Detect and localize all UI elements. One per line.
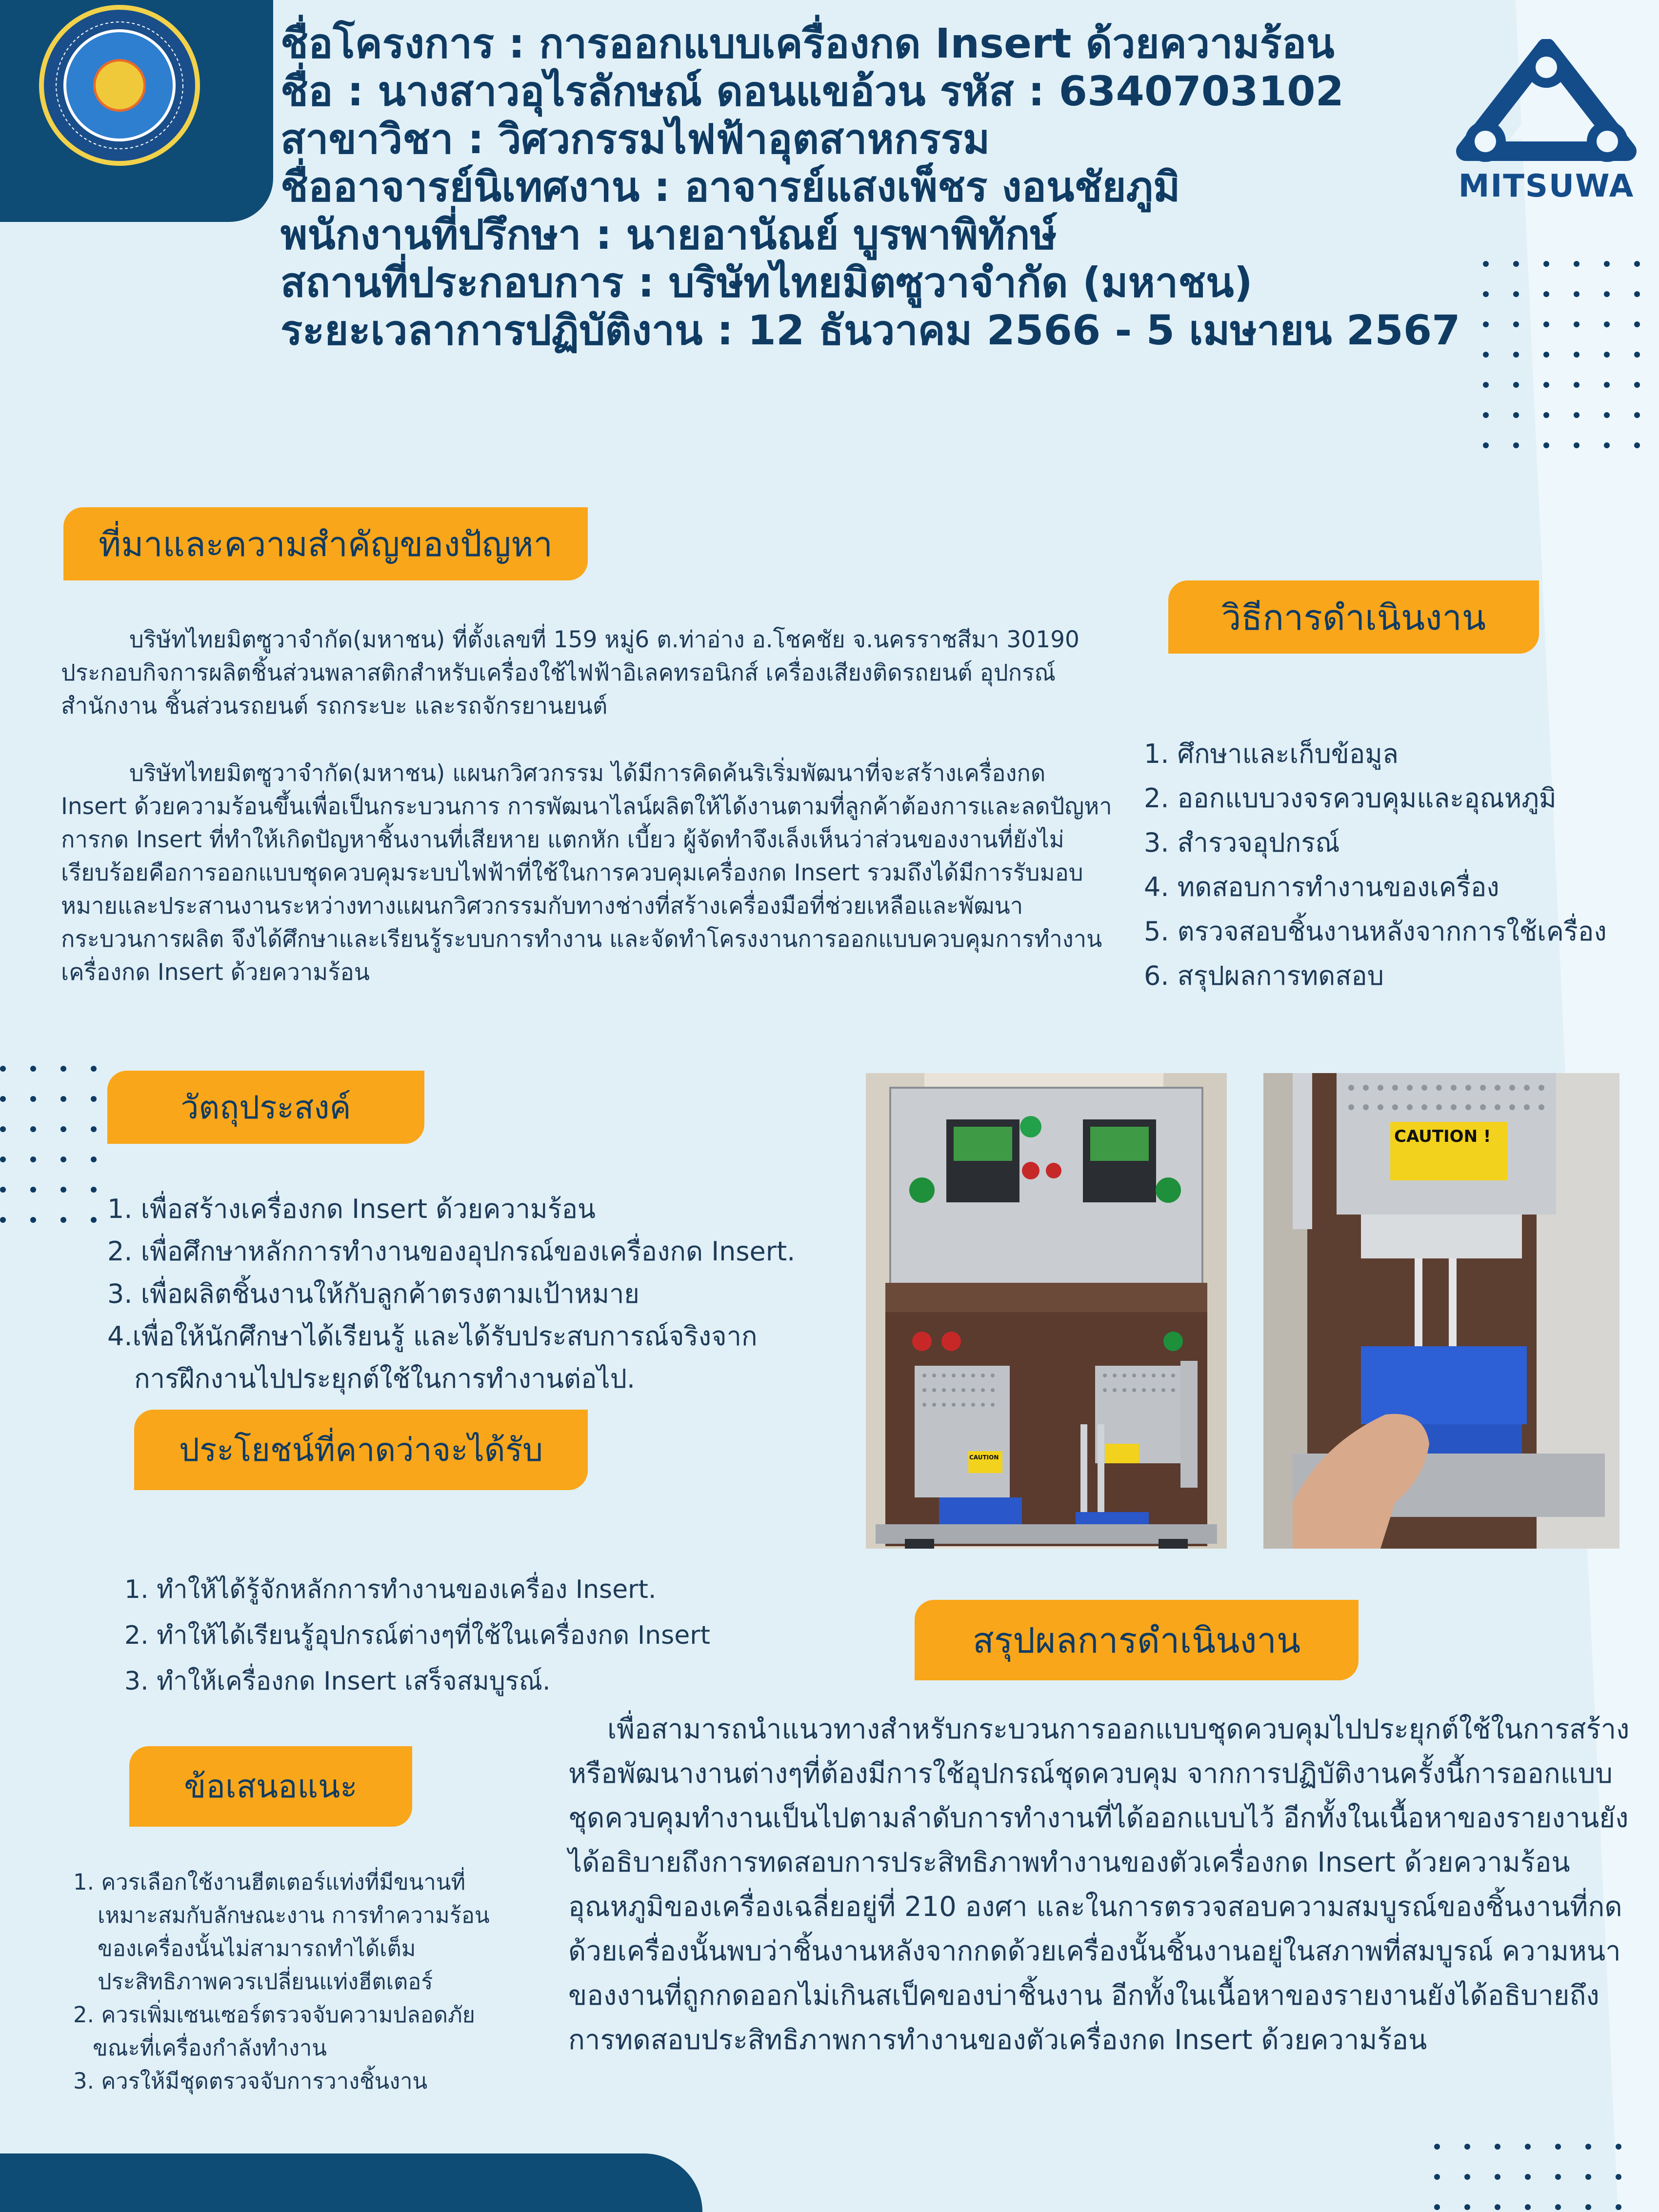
decor-dot [91,1156,97,1162]
benefits-item: 1. ทำให้ได้รู้จักหลักการทำงานของเครื่อง Insert. [124,1575,657,1604]
decor-dot [30,1126,36,1132]
decor-dot [1464,2144,1470,2150]
decor-dot [1634,442,1640,448]
decor-dot [1464,2174,1470,2180]
decor-dot [0,1187,6,1193]
mitsuwa-logo [1451,39,1641,205]
decor-dot [60,1217,66,1223]
methods-item: 5. ตรวจสอบชิ้นงานหลังจากการใช้เครื่อง [1144,916,1607,947]
suggestions-item: 3. ควรให้มีชุดตรวจจับการวางชิ้นงาน [73,2068,428,2094]
methods-item: 6. สรุปผลการทดสอบ [1144,960,1384,991]
objectives-list [107,1188,863,1400]
decor-dot [1543,321,1549,327]
decor-dot [60,1066,66,1072]
objectives-item: 3. เพื่อผลิตชิ้นงานให้กับลูกค้าตรงตามเป้าหมาย [107,1278,640,1309]
decor-dot [1464,2204,1470,2210]
decor-dot [0,1217,6,1223]
decor-dot [91,1126,97,1132]
decor-dot [1555,2204,1561,2210]
decor-dot [1604,382,1610,388]
suggestions-item: เหมาะสมกับลักษณะงาน การทำความร้อน [98,1902,490,1928]
methods-item: 4. ทดสอบการทำงานของเครื่อง [1144,872,1499,902]
dot-grid-decoration-left [0,1066,98,1261]
decor-dot [1513,291,1519,297]
decor-dot [1604,352,1610,358]
benefits-heading: ประโยชน์ที่คาดว่าจะได้รับ [134,1410,588,1490]
decor-dot [1483,352,1489,358]
decor-dot [1574,382,1579,388]
decor-dot [1513,261,1519,267]
decor-dot [60,1096,66,1102]
benefits-item: 2. ทำให้ได้เรียนรู้อุปกรณ์ต่างๆที่ใช้ในเครื่องกด Insert [124,1621,710,1650]
decor-dot [1616,2204,1621,2210]
decor-dot [30,1066,36,1072]
objectives-item: 2. เพื่อศึกษาหลักการทำงานของอุปกรณ์ของเครื่องกด Insert. [107,1236,796,1267]
decor-dot [1634,261,1640,267]
decor-dot [1634,321,1640,327]
decor-dot [1483,291,1489,297]
seal-core-emblem-icon [93,59,146,112]
decor-dot [1483,382,1489,388]
decor-dot [91,1217,97,1223]
workplace: สถานที่ประกอบการ : บริษัทไทยมิตซูวาจำกัด (มหาชน) [280,259,1253,306]
decor-dot [1604,412,1610,418]
decor-dot [1513,352,1519,358]
objectives-item: 4.เพื่อให้นักศึกษาได้เรียนรู้ และได้รับประสบการณ์จริงจาก [107,1321,758,1352]
corner-decoration-bottom-left [0,2153,702,2212]
background-heading: ที่มาและความสำคัญของปัญหา [63,507,588,580]
decor-dot [1543,291,1549,297]
decor-dot [1495,2204,1500,2210]
decor-dot [91,1187,97,1193]
decor-dot [1483,321,1489,327]
dot-grid-decoration-right [1483,261,1649,456]
decor-dot [1574,321,1579,327]
caution-label-right: CAUTION ! [1394,1127,1491,1146]
decor-dot [1585,2204,1591,2210]
decor-dot [1434,2204,1440,2210]
machine-front-photo [866,1073,1227,1549]
suggestions-item: 1. ควรเลือกใช้งานฮีตเตอร์แท่งที่มีขนานที่ [73,1869,466,1895]
decor-dot [1434,2174,1440,2180]
decor-dot [1574,412,1579,418]
decor-dot [1634,412,1640,418]
mentor: พนักงานที่ปรึกษา : นายอานัณย์ บูรพาพิทักษ์ [280,211,1057,259]
decor-dot [1543,442,1549,448]
decor-dot [1543,412,1549,418]
header-info [280,20,1490,354]
suggestions-item: ประสิทธิภาพควรเปลี่ยนแท่งฮีตเตอร์ [98,1969,433,1994]
decor-dot [60,1126,66,1132]
decor-dot [1634,291,1640,297]
summary-heading: สรุปผลการดำเนินงาน [915,1600,1359,1680]
benefits-list [124,1567,832,1704]
project-title: ชื่อโครงการ : การออกแบบเครื่องกด Insert ด้วยความร้อน [280,20,1335,67]
decor-dot [30,1187,36,1193]
decor-dot [30,1217,36,1223]
summary-paragraph: เพื่อสามารถนำแนวทางสำหรับกระบวนการออกแบบชุดควบคุมไปประยุกต์ใช้ในการสร้างหรือพัฒนางานต่างๆที่ต้องมีการใช้อุปกรณ์ชุดควบคุม จากการปฏิบัติงานครั้งนี้การออกแบบชุดควบคุมทำงานเป็นไปตามลำดับการทำงานที่ได้ออกแบบไว้ อีกทั้งในเนื้อหาของรายงานยังได้อธิบายถึงการทดสอบการประสิทธิภาพทำงานของตัวเครื่องกด Insert ด้วยความร้อน อุณหภูมิของเครื่องเฉลี่ยอยู่ที่ 210 องศา และในการตรวจสอบความสมบูรณ์ของชิ้นงานที่กดด้วยเครื่องนั้นพบว่าชิ้นงานหลังจากกดด้วยเครื่องนั้นชิ้นงานอยู่ในสภาพที่สมบูรณ์ ความหนาของงานที่ถูกกดออกไม่เกินสเป็คของบ่าชิ้นงาน อีกทั้งในเนื้อหาของรายงานยังได้อธิบายถึงการทดสอบประสิทธิภาพการทำงานของตัวเครื่องกด Insert ด้วยความร้อน [568,1714,1630,2056]
methods-item: 1. ศึกษาและเก็บข้อมูล [1144,738,1399,769]
methods-heading: วิธีการดำเนินงาน [1168,580,1539,654]
decor-dot [1483,261,1489,267]
machine-closeup-photo [1263,1073,1619,1549]
decor-dot [1543,382,1549,388]
decor-dot [30,1156,36,1162]
decor-dot [1555,2174,1561,2180]
objectives-item: การฝึกงานไปประยุกต์ใช้ในการทำงานต่อไป. [134,1363,636,1394]
suggestions-item: ของเครื่องนั้นไม่สามารถทำได้เต็ม [98,1935,416,1961]
decor-dot [1604,291,1610,297]
mitsuwa-logo-text: MITSUWA [1458,168,1635,204]
machine-front-illustration-icon [866,1073,1227,1549]
decor-dot [1543,261,1549,267]
decor-dot [1495,2144,1500,2150]
decor-dot [1574,261,1579,267]
advisor: ชื่ออาจารย์นิเทศงาน : อาจารย์แสงเพ็ชร งอนชัยภูมิ [280,163,1180,211]
decor-dot [1525,2204,1531,2210]
methods-item: 2. ออกแบบวงจรควบคุมและอุณหภูมิ [1144,783,1557,814]
background-paragraph-1: บริษัทไทยมิตซูวาจำกัด(มหาชน) ที่ตั้งเลขที่ 159 หมู่6 ต.ท่าอ่าง อ.โชคชัย จ.นครราชสีมา 30190 ประกอบกิจการผลิตชิ้นส่วนพลาสติกสำหรับเครื่องใช้ไฟฟ้าอิเลคทรอนิกส์ เครื่องเสียงติดรถยนต์ อุปกรณ์สำนักงาน ชิ้นส่วนรถยนต์ รถกระบะ และรถจักรยานยนต์ [61,626,1079,719]
decor-dot [0,1156,6,1162]
methods-list [1144,732,1656,998]
methods-item: 3. สำรวจอุปกรณ์ [1144,827,1340,858]
mitsuwa-triangle-icon [1451,39,1641,166]
decor-dot [60,1187,66,1193]
decor-dot [0,1066,6,1072]
major: สาขาวิชา : วิศวกรรมไฟฟ้าอุตสาหกรรม [280,115,990,163]
decor-dot [1616,2174,1621,2180]
caution-label-left: CAUTION [969,1454,999,1461]
decor-dot [1574,352,1579,358]
decor-dot [1634,382,1640,388]
university-seal-logo [39,5,200,166]
suggestions-list [73,1866,571,2098]
suggestions-item: ขณะที่เครื่องกำลังทำงาน [93,2035,327,2061]
summary-text [568,1707,1641,2062]
decor-dot [1585,2144,1591,2150]
decor-dot [30,1096,36,1102]
decor-dot [1483,442,1489,448]
decor-dot [1604,321,1610,327]
decor-dot [1513,412,1519,418]
background-paragraph-2: บริษัทไทยมิตซูวาจำกัด(มหาชน) แผนกวิศวกรรม ได้มีการคิดค้นริเริ่มพัฒนาที่จะสร้างเครื่องกด Insert ด้วยความร้อนขึ้นเพื่อเป็นกระบวนการ การพัฒนาไลน์ผลิตให้ได้งานตามที่ลูกค้าต้องการและลดปัญหาการกด Insert ที่ทำให้เกิดปัญหาชิ้นงานที่เสียหาย แตกหัก เบี้ยว ผู้จัดทำจึงเล็งเห็นว่าส่วนของงานที่ยังไม่เรียบร้อยคือการออกแบบชุดควบคุมระบบไฟฟ้าที่ใช้ในการควบคุมเครื่องกด Insert รวมถึงได้มีการรับมอบหมายและประสานงานระหว่างทางแผนกวิศวกรรมกับทางช่างที่สร้างเครื่องมือที่ช่วยเหลือและพัฒนากระบวนการผลิต จึงได้ศึกษาและเรียนรู้ระบบการทำงาน และจัดทำโครงงานการออกแบบควบคุมการทำงานเครื่องกด Insert ด้วยความร้อน [61,760,1112,986]
decor-dot [1574,442,1579,448]
decor-dot [1574,291,1579,297]
decor-dot [1495,2174,1500,2180]
decor-dot [1555,2144,1561,2150]
decor-dot [1634,352,1640,358]
dot-grid-decoration-bottom [1434,2144,1649,2212]
benefits-item: 3. ทำให้เครื่องกด Insert เสร็จสมบูรณ์. [124,1667,551,1696]
decor-dot [1585,2174,1591,2180]
decor-dot [1525,2144,1531,2150]
decor-dot [1604,261,1610,267]
objectives-item: 1. เพื่อสร้างเครื่องกด Insert ด้วยความร้อน [107,1194,596,1224]
suggestions-heading: ข้อเสนอแนะ [129,1746,412,1827]
decor-dot [1513,321,1519,327]
decor-dot [91,1066,97,1072]
decor-dot [1513,442,1519,448]
decor-dot [1543,352,1549,358]
decor-dot [1434,2144,1440,2150]
objectives-heading: วัตถุประสงค์ [107,1071,424,1144]
student-name: ชื่อ : นางสาวอุไรลักษณ์ ดอนแขอ้วน รหัส : 6340703102 [280,67,1344,115]
decor-dot [0,1096,6,1102]
internship-period: ระยะเวลาการปฏิบัติงาน : 12 ธันวาคม 2566 - 5 เมษายน 2567 [280,306,1460,354]
decor-dot [1513,382,1519,388]
decor-dot [1616,2144,1621,2150]
decor-dot [0,1126,6,1132]
decor-dot [1483,412,1489,418]
decor-dot [60,1156,66,1162]
decor-dot [1604,442,1610,448]
background-text [61,623,1115,989]
decor-dot [91,1096,97,1102]
suggestions-item: 2. ควรเพิ่มเซนเซอร์ตรวจจับความปลอดภัย [73,2002,475,2028]
decor-dot [1525,2174,1531,2180]
